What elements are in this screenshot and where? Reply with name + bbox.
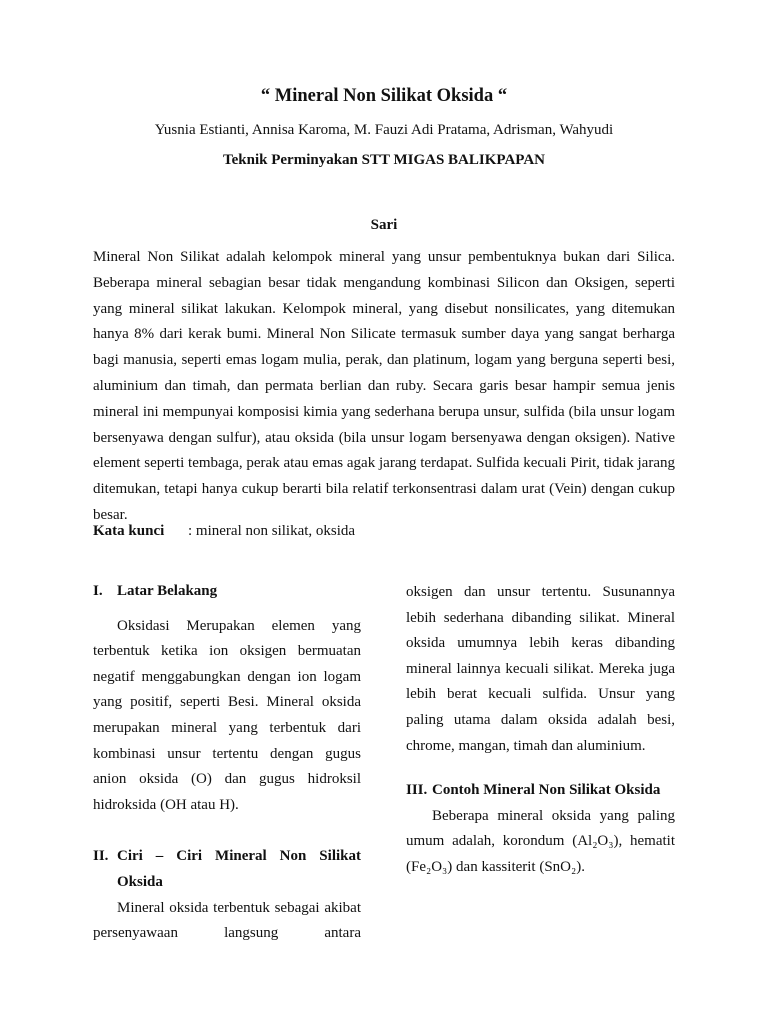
affiliation: Teknik Perminyakan STT MIGAS BALIKPAPAN (222, 152, 545, 168)
author-list: Yusnia Estianti, Annisa Karoma, M. Fauzi Adi Pratama, Adrisman, Wahyudi (154, 122, 614, 138)
section-2-title-line1: Ciri – Ciri Mineral Non Silikat (117, 848, 361, 865)
section-1-title: Latar Belakang (117, 583, 218, 599)
abstract-body: Mineral Non Silikat adalah kelompok mineral yang unsur pembentuknya bukan dari Silica. Beberapa mineral sebagian besar tidak mengandung kombinasi Silicon dan Oksigen, seperti yang mineral silikat lakukan. Kelompok mineral, yang disebut nonsilicates, yang ditemukan hanya 8% dari kerak bumi. Mineral Non Silicate termasuk sumber daya yang sangat berharga bagi manusia, seperti emas logam mulia, perak, dan platinum, logam yang berguna seperti besi, aluminium dan timah, dan permata berlian dan ruby. Secara garis besar hampir semua jenis mineral ini mempunyai komposisi kimia yang sederhana berupa unsur, sulfida (bila unsur logam bersenyawa dengan sulfur), atau oksida (bila unsur logam bersenyawa dengan oksigen). Native element seperti tembaga, perak atau emas agak jarang terdapat. Sulfida kecuali Pirit, tidak jarang ditemukan, tetapi hanya cukup berarti bila relatif terkonsentrasi dalam urat (Vein) dengan cukup besar. (93, 249, 675, 523)
section-3-body: Beberapa mineral oksida yang paling umum adalah, korondum (Al₂O₃), hematit (Fe₂O₃) dan kassiterit (SnO₂). (406, 807, 675, 875)
right-column (406, 580, 675, 881)
section-1-number: I. (93, 583, 103, 599)
keywords-label: Kata kunci (93, 523, 165, 539)
section-1-heading (93, 579, 361, 605)
left-column (93, 579, 361, 947)
section-3-number: III. (406, 782, 428, 799)
keywords-value: : mineral non silikat, oksida (188, 523, 356, 539)
section-2-body-start: Mineral oksida terbentuk sebagai akibat persenyawaan langsung antara (93, 899, 361, 942)
abstract-heading: Sari (370, 217, 398, 233)
section-3-title: Contoh Mineral Non Silikat Oksida (432, 782, 661, 799)
section-1-body: Oksidasi Merupakan elemen yang terbentuk ketika ion oksigen bermuatan negatif menggabungkan dengan ion logam yang positif, seperti Besi. Mineral oksida merupakan mineral yang terbentuk dari kombinasi unsur tertentu dengan gugus anion oksida (O) dan gugus hidroksil hidroksida (OH atau H). (93, 617, 361, 813)
keywords-line (93, 523, 355, 540)
section-2-body-cont: oksigen dan unsur tertentu. Susunannya lebih sederhana dibanding silikat. Mineral oksida umumnya lebih keras dibanding mineral lainnya kecuali silikat. Mereka juga lebih berat kecuali sulfida. Unsur yang paling utama dalam oksida adalah besi, chrome, mangan, timah dan aluminium. (406, 584, 675, 754)
section-3-heading (406, 778, 675, 804)
section-2-heading (93, 844, 361, 870)
section-2-title-line2: Oksida (117, 873, 163, 890)
section-2-number: II. (93, 848, 109, 865)
paper-title: “ Mineral Non Silikat Oksida “ (260, 86, 508, 106)
